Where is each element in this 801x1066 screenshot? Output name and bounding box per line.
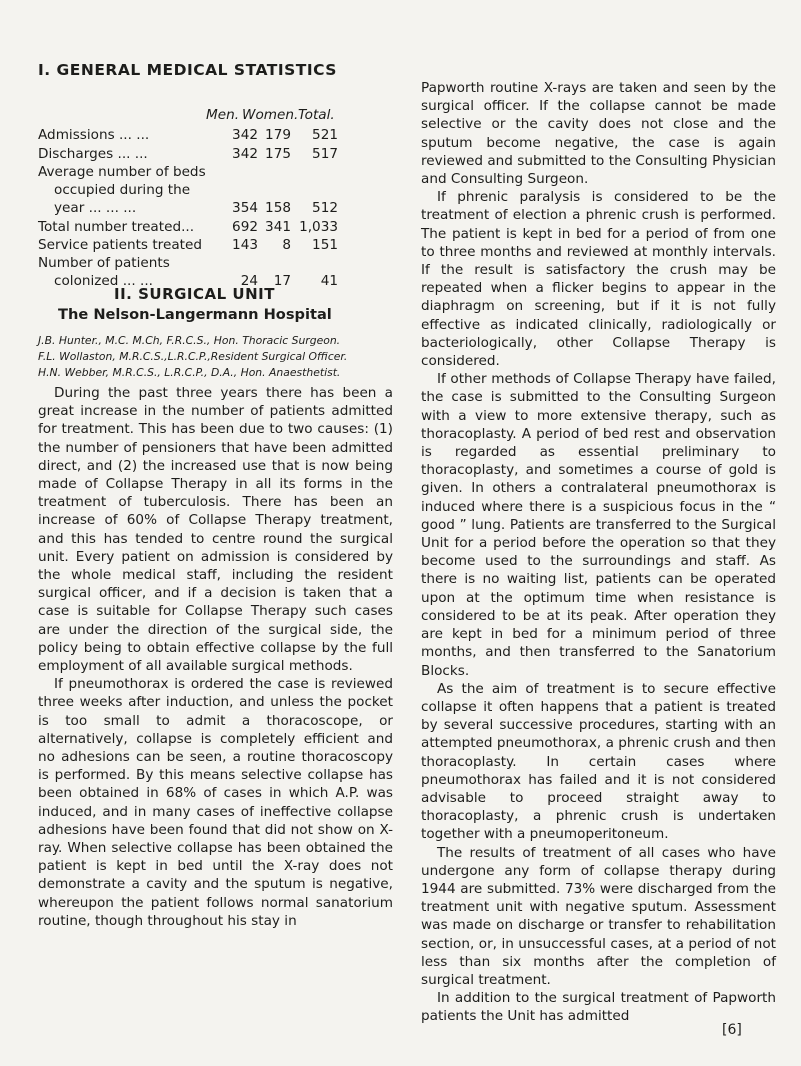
right-body-text (421, 79, 776, 1026)
table-header-row (38, 107, 338, 125)
cell-women: 17 (273, 273, 291, 289)
page-number: [6] (722, 1022, 742, 1038)
column-header-men: Men. (206, 107, 240, 123)
cell-total: 512 (312, 200, 338, 216)
row-label: occupied during the (54, 182, 191, 198)
table-row-discharges (38, 146, 338, 164)
cell-men: 143 (232, 237, 258, 253)
staff-line: F.L. Wollaston, M.R.C.S.,L.R.C.P.,Resident Surgical Officer. (38, 350, 348, 363)
cell-total: 41 (320, 273, 338, 289)
paragraph: In addition to the surgical treatment of Papworth patients the Unit has admitted (421, 990, 776, 1025)
cell-total: 151 (312, 237, 338, 253)
row-label: colonized ... ... (54, 273, 153, 289)
cell-total: 1,033 (299, 219, 338, 235)
cell-men: 354 (232, 200, 258, 216)
hospital-name: The Nelson-Langermann Hospital (58, 306, 332, 323)
column-header-women: Women. (242, 107, 299, 123)
paragraph: The results of treatment of all cases who have undergone any form of collapse therapy during 1944 are submitted. 73% were discharged from the treatment unit with negative sputum. Assessment was made on discharge or transfer to rehabilitation section, or, in unsuccessful cases, at a period of not less than six months after the completion of surgical treatment. (421, 844, 776, 988)
cell-women: 179 (265, 127, 291, 143)
cell-men: 342 (232, 146, 258, 162)
table-row-admissions (38, 127, 338, 145)
table-row-service-patients (38, 237, 338, 255)
table-row-average-beds-line1 (38, 164, 338, 182)
paragraph: As the aim of treatment is to secure effective collapse it often happens that a patient is treated by several successive procedures, starting with an attempted pneumothorax, a phrenic crush and then thoracoplasty. In certain cases where pneumothorax has failed and it is not considered advisable to proceed straight away to thoracoplasty, a phrenic crush is undertaken together with a pneumoperitoneum. (421, 680, 776, 843)
cell-women: 341 (265, 219, 291, 235)
cell-women: 175 (265, 146, 291, 162)
paragraph: If phrenic paralysis is considered to be the treatment of election a phrenic crush is performed. The patient is kept in bed for a period of from one to three months and reviewed at monthly intervals. If the result is satisfactory the crush may be repeated when a flicker begins to appear in the diaphragm on screening, but if it is not fully effective as indicated clinically, radiologically or bacteriologically, other Collapse Therapy is considered. (421, 189, 776, 370)
row-label: Average number of beds (38, 164, 206, 180)
table-row-average-beds (38, 200, 338, 218)
staff-line: H.N. Webber, M.R.C.S., L.R.C.P., D.A., Hon. Anaesthetist. (38, 366, 341, 379)
left-body-text (38, 384, 393, 930)
staff-line: J.B. Hunter., M.C. M.Ch, F.R.C.S., Hon. Thoracic Surgeon. (38, 334, 341, 347)
cell-women: 8 (282, 237, 291, 253)
cell-women: 158 (265, 200, 291, 216)
row-label: Admissions ... ... (38, 127, 150, 143)
row-label: Service patients treated (38, 237, 202, 253)
paragraph: If pneumothorax is ordered the case is reviewed three weeks after induction, and unless the pocket is too small to admit a thoracoscope, or alternatively, collapse is completely efficient and no adhesions can be seen, a routine thoracoscopy is performed. By this means selective collapse has been obtained in 68% of cases in which A.P. was induced, and in many cases of ineffective collapse adhesions have been found that did not show on X-ray. When selective collapse has been obtained the patient is kept in bed until the X-ray does not demonstrate a cavity and the sputum is negative, whereupon the patient follows normal sanatorium routine, though throughout his stay in (38, 676, 393, 929)
section-heading-surgical-unit: II. SURGICAL UNIT (114, 285, 275, 303)
row-label: Discharges ... ... (38, 146, 148, 162)
cell-total: 517 (312, 146, 338, 162)
row-label: Number of patients (38, 255, 170, 271)
paragraph: If other methods of Collapse Therapy have failed, the case is submitted to the Consulting Surgeon with a view to more extensive therapy, such as thoracoplasty. A period of bed rest and observation is regarded as essential preliminary to thoracoplasty, and sometimes a course of gold is given. In others a contralateral pneumothorax is induced where there is a suspicious focus in the “ good ” lung. Patients are transferred to the Surgical Unit for a period before the operation so that they become used to the surroundings and staff. As there is no waiting list, patients can be operated upon at the optimum time when resistance is considered to be at its peak. After operation they are kept in bed for a minimum period of three months, and then transferred to the Sanatorium Blocks. (421, 371, 776, 679)
paragraph: During the past three years there has been a great increase in the number of patients admitted for treatment. This has been due to two causes: (1) the number of pensioners that have been admitted direct, and (2) the increased use that is now being made of Collapse Therapy in all its forms in the treatment of tuberculosis. There has been an increase of 60% of Collapse Therapy treatment, and this has tended to centre round the surgical unit. Every patient on admission is considered by the whole medical staff, including the resident surgical officer, and if a decision is taken that a case is suitable for Collapse Therapy such cases are under the direction of the surgical side, the policy being to obtain effective collapse by the full employment of all available surgical methods. (38, 385, 393, 675)
section-heading-general-medical-statistics: I. GENERAL MEDICAL STATISTICS (38, 61, 337, 79)
table-row-colonized-line1 (38, 255, 338, 273)
cell-men: 24 (240, 273, 258, 289)
table-row-average-beds-line2 (38, 182, 338, 200)
table-row-total-treated (38, 219, 338, 237)
paragraph: Papworth routine X-rays are taken and seen by the surgical officer. If the collapse cannot be made selective or the cavity does not close and the sputum become negative, the case is again reviewed and submitted to the Consulting Physician and Consulting Surgeon. (421, 80, 776, 188)
cell-total: 521 (312, 127, 338, 143)
row-label: year ... ... ... (54, 200, 137, 216)
cell-men: 692 (232, 219, 258, 235)
column-header-total: Total. (298, 107, 335, 123)
row-label: Total number treated... (38, 219, 195, 235)
staff-list (38, 333, 393, 381)
cell-men: 342 (232, 127, 258, 143)
